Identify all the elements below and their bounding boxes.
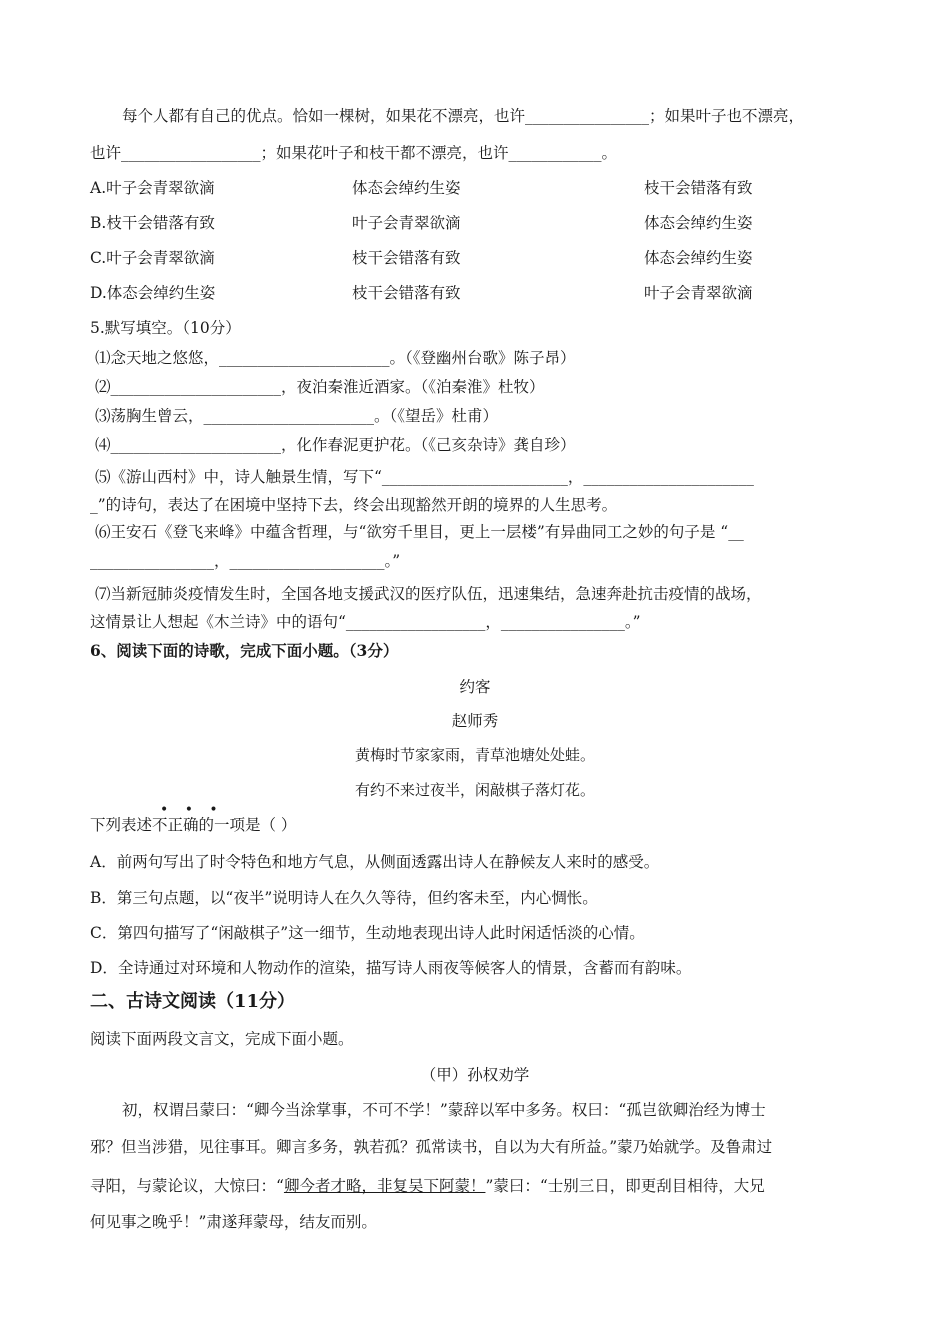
emphasis-dots: • • •: [160, 802, 224, 818]
q5-item-7-cont: 这情景让人想起《木兰诗》中的语句“__________________，________________。”: [90, 613, 641, 631]
q4-option-a: A.叶子会青翠欲滴: [90, 179, 215, 197]
underlined-quote: 卿今者才略，非复吴下阿蒙！: [283, 1177, 486, 1195]
q4-option-c: C.叶子会青翠欲滴: [90, 249, 215, 267]
q6-question: 下列表述不正确的一项是（ ）: [90, 816, 297, 834]
poem-title: 约客: [459, 678, 491, 696]
passage-line-3-pre: 寻阳，与蒙论议，大惊曰：“: [90, 1177, 284, 1195]
q6-option-b: B．第三句点题，以“夜半”说明诗人在久久等待，但约客未至，内心惆怅。: [90, 889, 598, 907]
passage-line-3: [90, 1176, 765, 1196]
passage-title: （甲）孙权劝学: [420, 1066, 530, 1084]
q5-item-4: ⑷______________________，化作春泥更护花。（《己亥杂诗》龚自珍）: [95, 436, 576, 454]
q4-option-c-second: 枝干会错落有致: [352, 249, 461, 267]
q5-item-6: ⑹王安石《登飞来峰》中蕴含哲理，与“欲穷千里目，更上一层楼”有异曲同工之妙的句子是 “__: [95, 523, 744, 541]
section-intro: 阅读下面两段文言文，完成下面小题。: [90, 1030, 354, 1048]
q4-option-d-third: 叶子会青翠欲滴: [644, 284, 753, 302]
q4-option-b-second: 叶子会青翠欲滴: [352, 214, 461, 232]
q5-title: 5.默写填空。（10分）: [90, 319, 241, 337]
poem-line-2: 有约不来过夜半，闲敲棋子落灯花。: [354, 781, 595, 799]
q5-item-3: ⑶荡胸生曾云，______________________。（《望岳》杜甫）: [95, 407, 499, 425]
q5-item-1: ⑴念天地之悠悠，______________________。（《登幽州台歌》陈子昂）: [95, 349, 576, 367]
q6-title: 6、阅读下面的诗歌，完成下面小题。（3分）: [90, 641, 399, 660]
q6-option-c: C．第四句描写了“闲敲棋子”这一细节，生动地表现出诗人此时闲适恬淡的心情。: [90, 924, 645, 942]
q4-option-d-second: 枝干会错落有致: [352, 284, 461, 302]
q6-option-d: D．全诗通过对环境和人物动作的渲染，描写诗人雨夜等候客人的情景，含蓄而有韵味。: [90, 959, 692, 977]
q4-option-a-third: 枝干会错落有致: [644, 179, 753, 197]
q4-stem-line1: 每个人都有自己的优点。恰如一棵树，如果花不漂亮，也许________________；如果叶子也不漂亮，: [122, 107, 805, 125]
q5-item-5: ⑸《游山西村》中，诗人触景生情，写下“________________________，______________________: [95, 468, 754, 486]
passage-line-2: 邪？但当涉猎，见往事耳。卿言多务，孰若孤？孤常读书，自以为大有所益。”蒙乃始就学。及鲁肃过: [90, 1138, 773, 1156]
q4-option-c-third: 体态会绰约生姿: [644, 249, 753, 267]
poem-author: 赵师秀: [451, 712, 499, 730]
passage-line-3-post: ”蒙曰：“士别三日，即更刮目相待，大兄: [485, 1177, 765, 1195]
q4-option-b: B.枝干会错落有致: [90, 214, 215, 232]
q5-item-7: ⑺当新冠肺炎疫情发生时，全国各地支援武汉的医疗队伍，迅速集结，急速奔赴抗击疫情的战场，: [95, 585, 762, 603]
section-heading: 二、古诗文阅读（11分）: [90, 991, 296, 1012]
poem-line-1: 黄梅时节家家雨，青草池塘处处蛙。: [354, 746, 595, 764]
passage-line-4: 何见事之晚乎！”肃遂拜蒙母，结友而别。: [90, 1213, 377, 1231]
q6-option-a: A．前两句写出了时令特色和地方气息，从侧面透露出诗人在静候友人来时的感受。: [90, 853, 660, 871]
q4-option-a-second: 体态会绰约生姿: [352, 179, 461, 197]
q4-stem-line2: 也许__________________；如果花叶子和枝干都不漂亮，也许____________。: [90, 144, 618, 162]
q4-option-b-third: 体态会绰约生姿: [644, 214, 753, 232]
q5-item-2: ⑵______________________，夜泊秦淮近酒家。（《泊秦淮》杜牧）: [95, 378, 545, 396]
q5-item-5-cont: _”的诗句，表达了在困境中坚持下去，终会出现豁然开朗的境界的人生思考。: [90, 496, 618, 514]
q5-item-6-cont: ________________，____________________。”: [90, 552, 401, 570]
passage-line-1: 初，权谓吕蒙曰：“卿今当涂掌事，不可不学！”蒙辞以军中多务。权曰：“孤岂欲卿治经为博士: [122, 1101, 766, 1119]
q4-option-d: D.体态会绰约生姿: [90, 284, 216, 302]
